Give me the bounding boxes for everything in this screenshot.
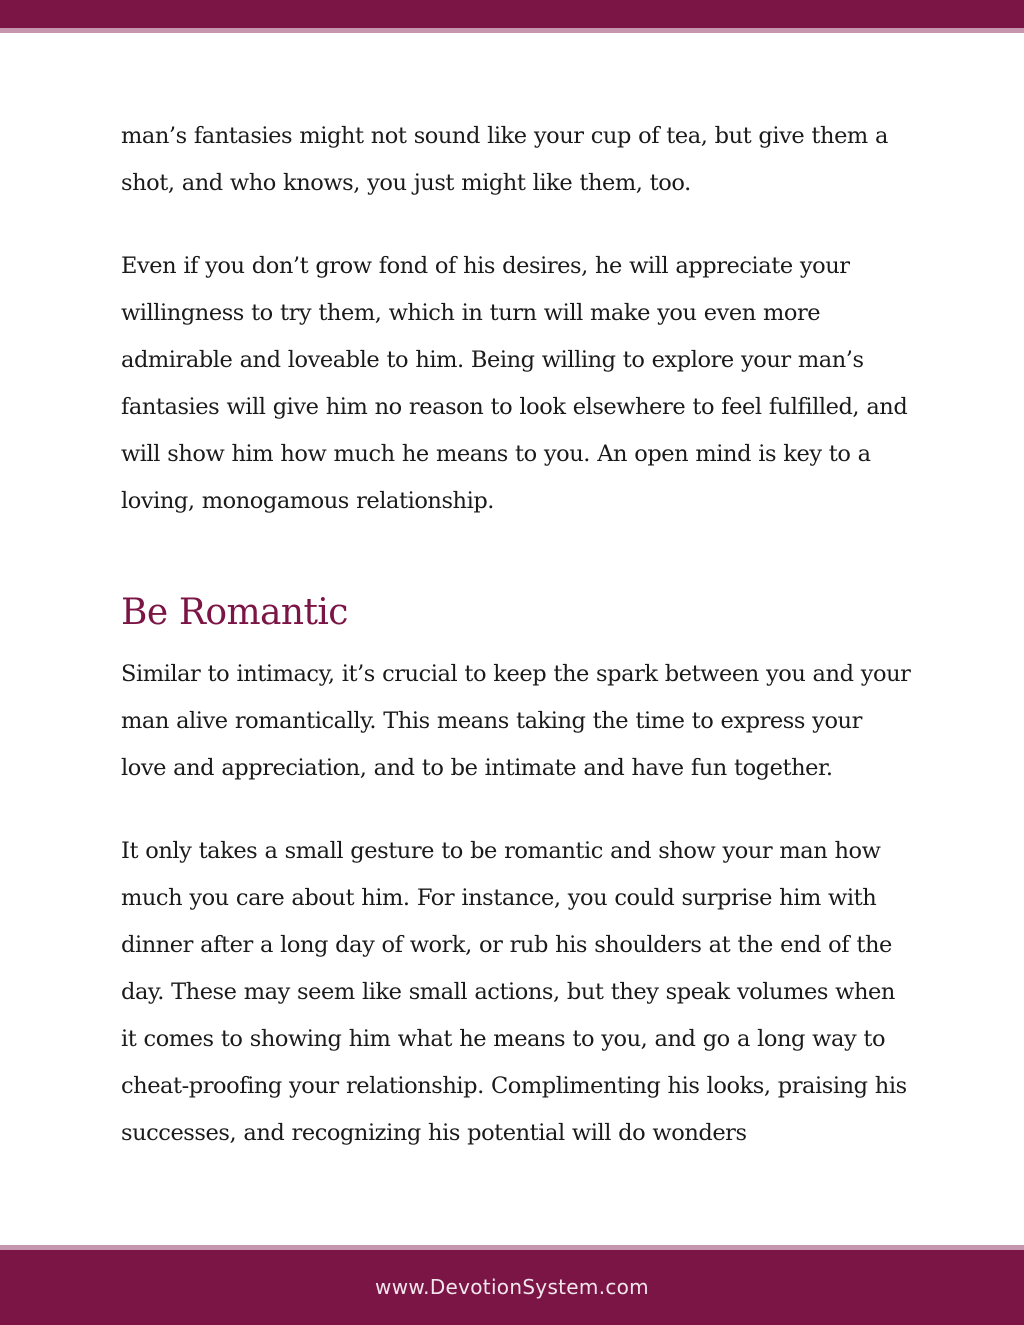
header-accent-stripe: [0, 28, 1024, 33]
body-paragraph: man’s fantasies might not sound like your cup of tea, but give them a shot, and who knows, you just might like them, too.: [121, 123, 888, 196]
footer-url: www.DevotionSystem.com: [375, 1275, 649, 1299]
body-paragraph: It only takes a small gesture to be romantic and show your man how much you care about him. For instance, you could surprise him with dinner after a long day of work, or rub his shoulders at the end of the day. These may seem like small actions, but they speak volumes when it comes to showing him what he means to you, and go a long way to cheat-proofing your relationship. Complimenting his looks, praising his successes, and recognizing his potential will do wonders: [121, 838, 907, 1146]
body-content: [121, 113, 911, 1193]
section-heading: Be Romantic: [121, 592, 348, 633]
body-paragraph: Similar to intimacy, it’s crucial to keep the spark between you and your man alive romantically. This means taking the time to express your love and appreciation, and to be intimate and have fun together.: [121, 661, 911, 781]
body-paragraph: Even if you don’t grow fond of his desires, he will appreciate your willingness to try them, which in turn will make you even more admirable and loveable to him. Being willing to explore your man’s fantasies will give him no reason to look elsewhere to feel fulfilled, and will show him how much he means to you. An open mind is key to a loving, monogamous relationship.: [121, 253, 908, 514]
header-bar: [0, 0, 1024, 28]
